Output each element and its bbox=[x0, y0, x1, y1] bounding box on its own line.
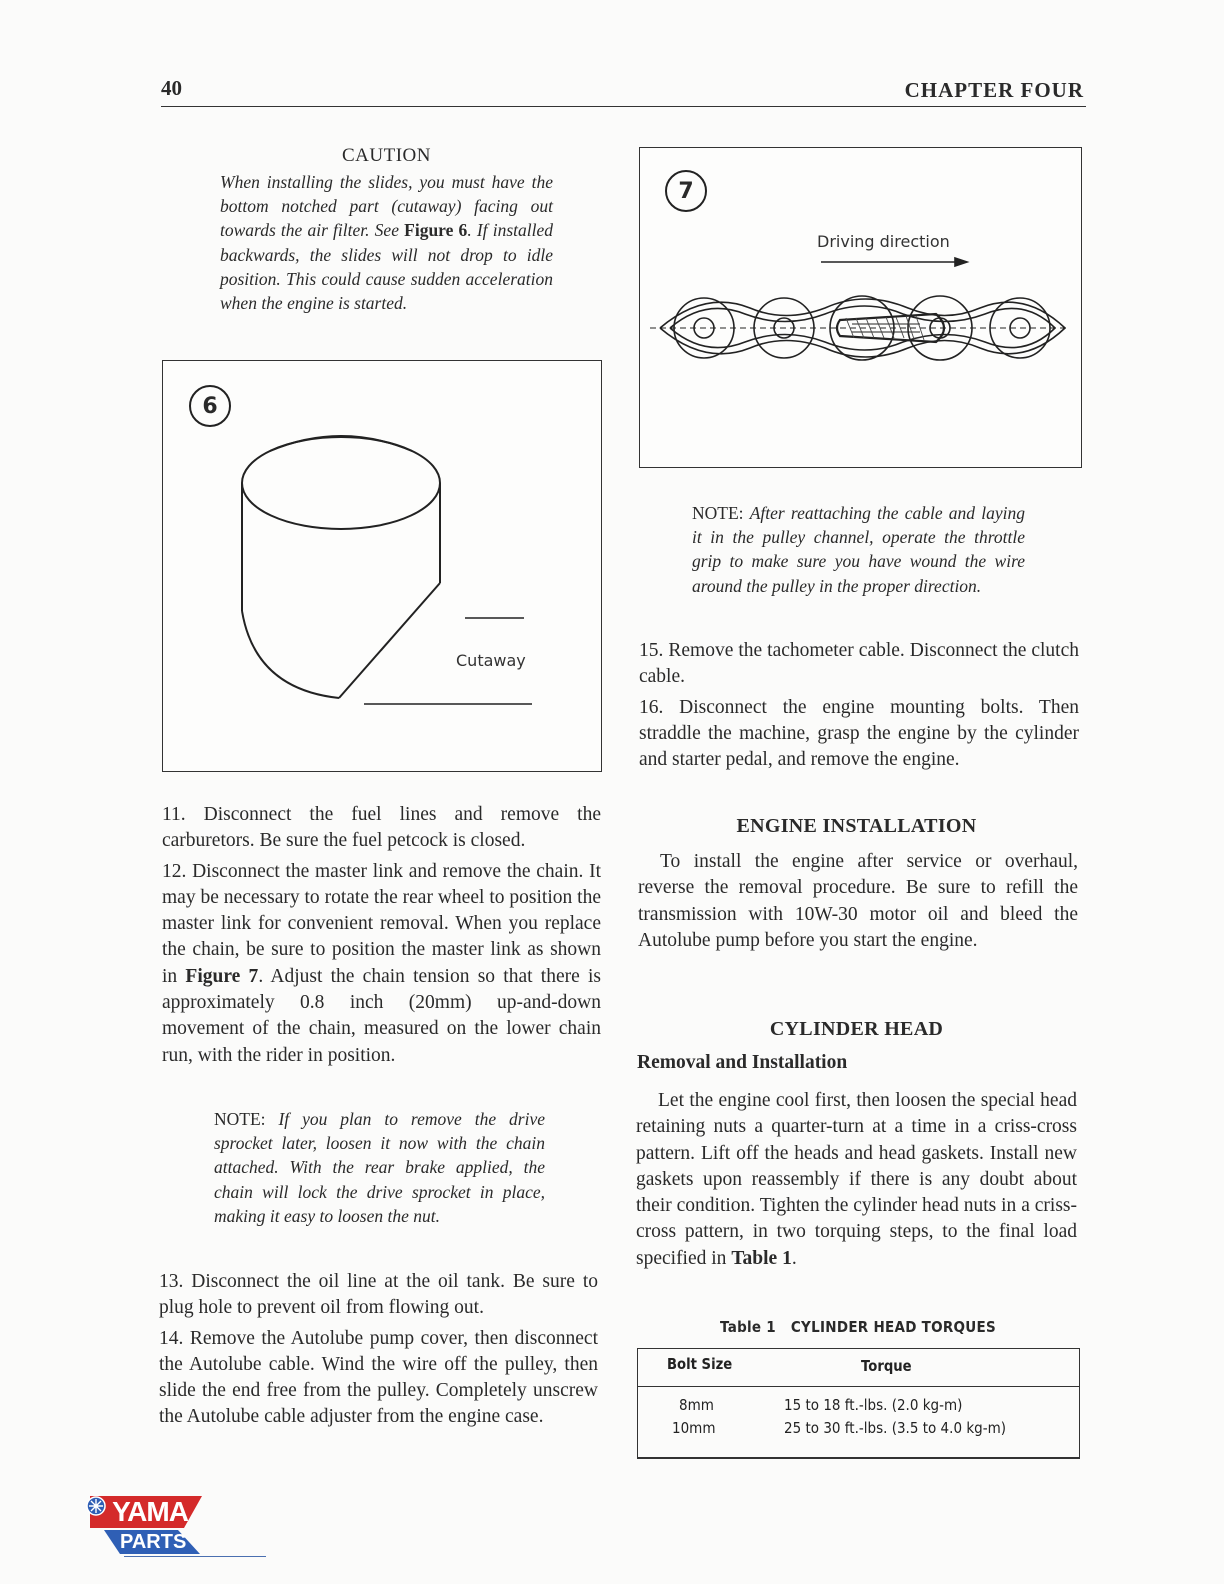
bolt-size-cell: 10mm bbox=[672, 1419, 716, 1437]
page-number: 40 bbox=[161, 76, 182, 100]
yama-parts-logo bbox=[84, 1492, 206, 1558]
logo-underline bbox=[124, 1556, 266, 1557]
bolt-size-cell: 8mm bbox=[679, 1396, 714, 1414]
caution-text-b: . If installed backwards, the slides will not drop to idle position. This could cause sudden acceleration when the engine is started. bbox=[220, 220, 553, 314]
torque-table bbox=[637, 1348, 1080, 1459]
caution-text-a: When installing the slides, you must have the bottom notched part (cutaway) facing out towards the air filter. See bbox=[220, 172, 553, 241]
figure-7-number: 7 bbox=[665, 170, 707, 212]
right-column-text bbox=[639, 638, 1079, 777]
left-column-text-2 bbox=[159, 1269, 598, 1435]
removal-installation-heading: Removal and Installation bbox=[637, 1052, 848, 1073]
left-note-label: NOTE: bbox=[214, 1109, 279, 1129]
step-14: 14. Remove the Autolube pump cover, then disconnect the Autolube cable. Wind the wire off the pulley, then slide the end free from the pulley. Completely unscrew the Autolube cable adjuster from the engine case. bbox=[159, 1327, 598, 1428]
logo-top-text: YAMA bbox=[112, 1496, 188, 1527]
step-12-text-a: 12. Disconnect the master link and remove the chain. It may be necessary to rotate the rear wheel to position the master link for convenient removal. When you replace the chain, be sure to position the master link as shown in bbox=[162, 860, 601, 987]
figure-6-number: 6 bbox=[189, 385, 231, 427]
slide-cutaway-drawing bbox=[163, 361, 601, 771]
step-12 bbox=[162, 859, 601, 1069]
logo-bottom-text: PARTS bbox=[120, 1531, 187, 1553]
removal-table-ref: Table 1 bbox=[731, 1247, 792, 1269]
header-rule bbox=[161, 106, 1086, 107]
caution-title: CAUTION bbox=[342, 145, 431, 166]
right-note-label: NOTE: bbox=[692, 503, 750, 523]
caution-figure-ref: Figure 6 bbox=[404, 220, 468, 241]
torque-cell: 25 to 30 ft.-lbs. (3.5 to 4.0 kg-m) bbox=[784, 1419, 1007, 1437]
engine-installation-heading: ENGINE INSTALLATION bbox=[736, 815, 977, 837]
table-row bbox=[638, 1419, 1079, 1443]
figure-7 bbox=[639, 147, 1082, 468]
driving-direction-label: Driving direction bbox=[817, 232, 950, 251]
chain-drawing bbox=[640, 148, 1081, 467]
engine-installation-text: To install the engine after service or overhaul, reverse the removal procedure. Be sure to refill the transmission with 10W-30 motor oil and bleed the Autolube pump before you start the engine. bbox=[638, 851, 1078, 951]
step-11: 11. Disconnect the fuel lines and remove the carburetors. Be sure the fuel petcock is closed. bbox=[162, 804, 601, 852]
column-header-torque: Torque bbox=[861, 1357, 912, 1375]
step-12-figure-ref: Figure 7 bbox=[185, 965, 259, 987]
engine-installation-section bbox=[638, 849, 1078, 958]
removal-text-b: . bbox=[791, 1247, 797, 1269]
left-note-text: If you plan to remove the drive sprocket later, loosen it now with the chain attached. With the rear brake applied, the chain will lock the drive sprocket in place, making it easy to loosen the nut. bbox=[214, 1109, 545, 1226]
left-column-text bbox=[162, 802, 601, 1073]
removal-text bbox=[636, 1088, 1077, 1272]
table-header-rule bbox=[638, 1386, 1079, 1387]
removal-text-a: Let the engine cool first, then loosen the special head retaining nuts a quarter-turn at a time in a criss-cross pattern. Lift off the heads and head gaskets. Install new gaskets upon reassembly if there is any doubt about their condition. Tighten the cylinder head nuts in a criss-cross pattern, in two torquing steps, to the final load specified in bbox=[636, 1090, 1077, 1269]
step-13: 13. Disconnect the oil line at the oil tank. Be sure to plug hole to prevent oil from flowing out. bbox=[159, 1271, 598, 1319]
torque-cell: 15 to 18 ft.-lbs. (2.0 kg-m) bbox=[784, 1396, 963, 1414]
step-12-text-b: . Adjust the chain tension so that there is approximately 0.8 inch (20mm) up-and-down movement of the chain, measured on the lower chain run, with the rider in position. bbox=[162, 965, 602, 1066]
table-row bbox=[638, 1396, 1079, 1420]
column-header-bolt-size: Bolt Size bbox=[667, 1355, 733, 1373]
cylinder-head-heading: CYLINDER HEAD bbox=[769, 1018, 944, 1040]
cutaway-label: Cutaway bbox=[456, 651, 526, 670]
step-15: 15. Remove the tachometer cable. Disconnect the clutch cable. bbox=[639, 640, 1079, 688]
removal-section bbox=[636, 1088, 1077, 1276]
figure-6 bbox=[162, 360, 602, 772]
right-note-text: After reattaching the cable and laying it in the pulley channel, operate the throttle grip to make sure you have wound the wire around the pulley in the proper direction. bbox=[692, 503, 1025, 596]
chapter-title: CHAPTER FOUR bbox=[904, 78, 1084, 102]
caution-text bbox=[220, 170, 553, 315]
left-note bbox=[214, 1107, 545, 1228]
step-16: 16. Disconnect the engine mounting bolts. Then straddle the machine, grasp the engine by the cylinder and starter pedal, and remove the engine. bbox=[639, 696, 1079, 771]
table-1-caption: Table 1 CYLINDER HEAD TORQUES bbox=[719, 1318, 997, 1336]
right-note bbox=[692, 501, 1025, 598]
